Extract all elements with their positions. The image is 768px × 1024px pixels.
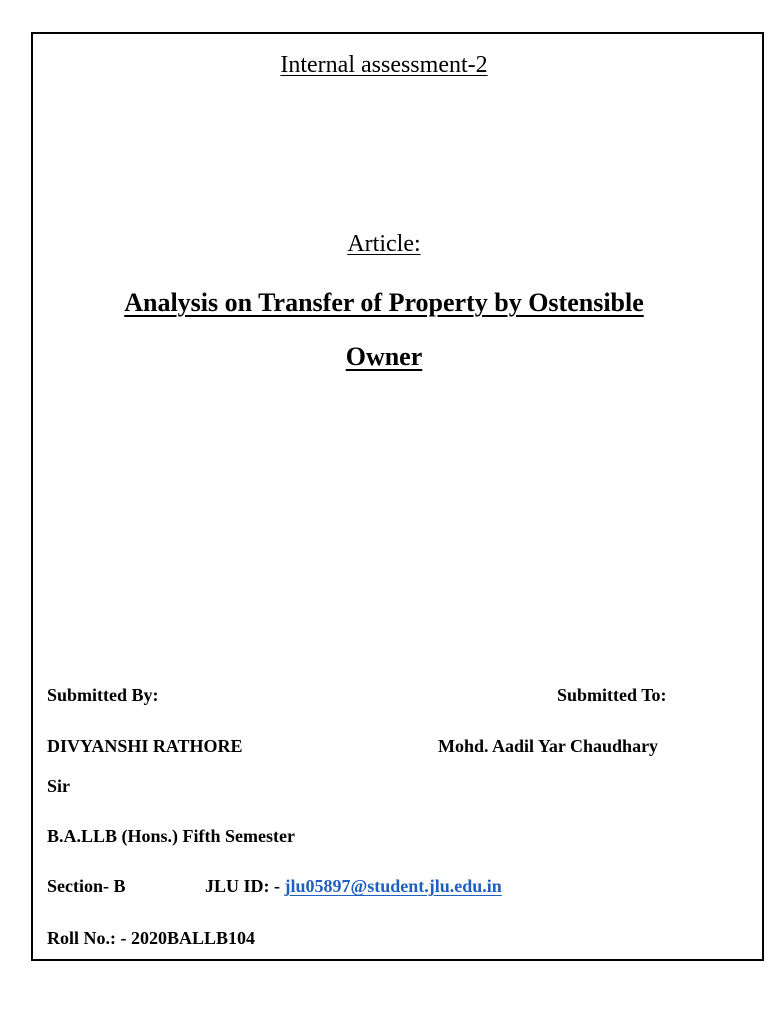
article-label: Article: xyxy=(347,231,421,257)
article-title-line2: Owner xyxy=(345,342,423,371)
submitted-by-label: Submitted By: xyxy=(47,685,159,705)
course-info: B.A.LLB (Hons.) Fifth Semester xyxy=(47,826,295,846)
teacher-suffix: Sir xyxy=(47,776,71,796)
jlu-id-line xyxy=(205,877,502,895)
submitted-to-label: Submitted To: xyxy=(557,685,667,705)
section-info: Section- B xyxy=(47,876,126,896)
jlu-id-label: JLU ID: - xyxy=(205,876,285,896)
teacher-name: Mohd. Aadil Yar Chaudhary xyxy=(438,736,659,756)
roll-number: Roll No.: - 2020BALLB104 xyxy=(47,928,256,948)
student-name: DIVYANSHI RATHORE xyxy=(47,736,243,756)
page-border xyxy=(31,32,764,961)
article-title-line1: Analysis on Transfer of Property by Ostensible xyxy=(124,288,644,317)
assessment-title: Internal assessment-2 xyxy=(280,52,488,78)
email-link[interactable]: jlu05897@student.jlu.edu.in xyxy=(284,876,502,896)
